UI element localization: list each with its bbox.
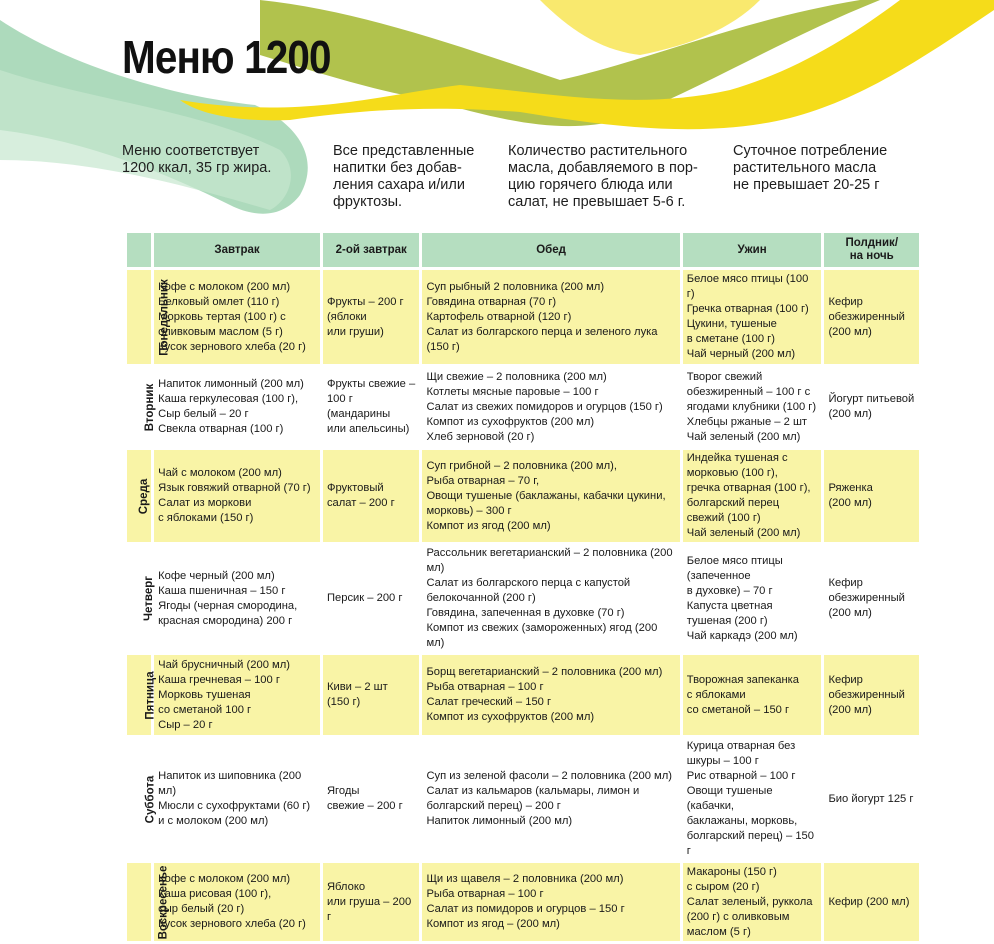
breakfast-cell: Напиток лимонный (200 мл) Каша геркулесовая (100 г), Сыр белый – 20 г Свекла отварная (100 г) bbox=[154, 367, 320, 447]
second-breakfast-cell: Фрукты свежие – 100 г (мандарины или апельсины) bbox=[323, 367, 419, 447]
header-lunch: Обед bbox=[422, 233, 679, 267]
second-breakfast-cell: Фруктовый салат – 200 г bbox=[323, 450, 419, 542]
lunch-cell: Щи свежие – 2 половника (200 мл) Котлеты мясные паровые – 100 г Салат из свежих помидоров и огурцов (150 г) Компот из сухофруктов (200 мл) Хлеб зерновой (20 г) bbox=[422, 367, 679, 447]
snack-cell: Кефир обезжиренный (200 мл) bbox=[824, 655, 919, 735]
table-row-wednesday bbox=[127, 450, 919, 542]
page-title: Меню 1200 bbox=[122, 31, 331, 83]
intro-calories: Меню соответствует 1200 ккал, 35 гр жира. bbox=[122, 143, 272, 176]
menu-table bbox=[124, 230, 922, 944]
dinner-cell: Индейка тушеная с морковью (100 г), гречка отварная (100 г), болгарский перец свежий (100 г) Чай зеленый (200 мл) bbox=[683, 450, 822, 542]
table-row-monday bbox=[127, 270, 919, 364]
header-breakfast: Завтрак bbox=[154, 233, 320, 267]
day-label: Понедельник bbox=[158, 278, 171, 356]
lunch-cell: Рассольник вегетарианский – 2 половника (200 мл) Салат из болгарского перца с капустой белокочанной (200 г) Говядина, запеченная в духовке (70 г) Компот из свежих (замороженных) ягод (200 мл) bbox=[422, 545, 679, 652]
header-second-breakfast: 2-ой завтрак bbox=[323, 233, 419, 267]
dinner-cell: Белое мясо птицы (100 г) Гречка отварная (100 г) Цукини, тушеные в сметане (100 г) Чай черный (200 мл) bbox=[683, 270, 822, 364]
breakfast-cell: Чай брусничный (200 мл) Каша гречневая – 100 г Морковь тушеная со сметаной 100 г Сыр – 20 г bbox=[154, 655, 320, 735]
second-breakfast-cell: Яблоко или груша – 200 г bbox=[323, 863, 419, 941]
dinner-cell: Белое мясо птицы (запеченное в духовке) – 70 г Капуста цветная тушеная (200 г) Чай каркадэ (200 мл) bbox=[683, 545, 822, 652]
breakfast-cell: Кофе черный (200 мл) Каша пшеничная – 150 г Ягоды (черная смородина, красная смородина) 200 г bbox=[154, 545, 320, 652]
snack-cell: Кефир обезжиренный (200 мл) bbox=[824, 545, 919, 652]
header-snack: Полдник/ на ночь bbox=[824, 233, 919, 267]
second-breakfast-cell: Ягоды свежие – 200 г bbox=[323, 738, 419, 860]
snack-cell: Йогурт питьевой (200 мл) bbox=[824, 367, 919, 447]
day-label: Суббота bbox=[144, 775, 157, 823]
day-cell bbox=[127, 450, 151, 542]
snack-cell: Био йогурт 125 г bbox=[824, 738, 919, 860]
lunch-cell: Борщ вегетарианский – 2 половника (200 мл) Рыба отварная – 100 г Салат греческий – 150 г Компот из сухофруктов (200 мл) bbox=[422, 655, 679, 735]
dinner-cell: Макароны (150 г) с сыром (20 г) Салат зеленый, руккола (200 г) с оливковым маслом (5 г) bbox=[683, 863, 822, 941]
intro-oil-daily: Суточное потребление растительного масла не превышает 20-25 г bbox=[733, 143, 888, 193]
table-row-tuesday bbox=[127, 367, 919, 447]
day-label: Воскресенье bbox=[157, 865, 170, 939]
day-cell bbox=[127, 738, 157, 860]
breakfast-cell: Кофе с молоком (200 мл) Каша рисовая (100 г), сыр белый (20 г) Кусок зернового хлеба (20 г) bbox=[154, 863, 320, 941]
second-breakfast-cell: Персик – 200 г bbox=[323, 545, 419, 652]
dinner-cell: Творожная запеканка с яблоками со сметаной – 150 г bbox=[683, 655, 822, 735]
intro-oil-portion: Количество растительного масла, добавляемого в пор- цию горячего блюда или салат, не превышает 5-6 г. bbox=[508, 143, 698, 210]
day-cell bbox=[127, 270, 171, 364]
second-breakfast-cell: Фрукты – 200 г (яблоки или груши) bbox=[323, 270, 419, 364]
lunch-cell: Суп рыбный 2 половника (200 мл) Говядина отварная (70 г) Картофель отварной (120 г) Салат из болгарского перца и зеленого лука (150 г) bbox=[422, 270, 679, 364]
day-label: Вторник bbox=[144, 383, 157, 431]
breakfast-cell: Напиток из шиповника (200 мл) Мюсли с сухофруктами (60 г) и с молоком (200 мл) bbox=[154, 738, 320, 860]
intro-drinks: Все представленные напитки без добав- ления сахара и/или фруктозы. bbox=[333, 143, 475, 210]
snack-cell: Кефир обезжиренный (200 мл) bbox=[824, 270, 919, 364]
day-label: Четверг bbox=[143, 575, 156, 622]
snack-cell: Кефир (200 мл) bbox=[824, 863, 919, 941]
day-label: Среда bbox=[138, 478, 151, 514]
header-corner bbox=[127, 233, 151, 267]
table-row-saturday bbox=[127, 738, 919, 860]
table-row-thursday bbox=[127, 545, 919, 652]
day-cell bbox=[127, 863, 170, 941]
dinner-cell: Курица отварная без шкуры – 100 г Рис отварной – 100 г Овощи тушеные (кабачки, баклажаны, морковь, болгарский перец) – 150 г bbox=[683, 738, 822, 860]
day-cell bbox=[127, 367, 157, 447]
header-dinner: Ужин bbox=[683, 233, 822, 267]
day-cell bbox=[127, 655, 157, 735]
dinner-cell: Творог свежий обезжиренный – 100 г с ягодами клубники (100 г) Хлебцы ржаные – 2 шт Чай зеленый (200 мл) bbox=[683, 367, 822, 447]
lunch-cell: Суп грибной – 2 половника (200 мл), Рыба отварная – 70 г, Овощи тушеные (баклажаны, кабачки цукини, морковь) – 300 г Компот из ягод (200 мл) bbox=[422, 450, 679, 542]
table-row-sunday bbox=[127, 863, 919, 941]
snack-cell: Ряженка (200 мл) bbox=[824, 450, 919, 542]
lunch-cell: Суп из зеленой фасоли – 2 половника (200 мл) Салат из кальмаров (кальмары, лимон и болгарский перец) – 200 г Напиток лимонный (200 мл) bbox=[422, 738, 679, 860]
day-cell bbox=[127, 545, 156, 652]
table-row-friday bbox=[127, 655, 919, 735]
breakfast-cell: Чай с молоком (200 мл) Язык говяжий отварной (70 г) Салат из моркови с яблоками (150 г) bbox=[154, 450, 320, 542]
breakfast-cell: Кофе с молоком (200 мл) Белковый омлет (110 г) Морковь тертая (100 г) с оливковым маслом (5 г) Кусок зернового хлеба (20 г) bbox=[154, 270, 320, 364]
lunch-cell: Щи из щавеля – 2 половника (200 мл) Рыба отварная – 100 г Салат из помидоров и огурцов – 150 г Компот из ягод – (200 мл) bbox=[422, 863, 679, 941]
table-header-row bbox=[127, 233, 919, 267]
day-label: Пятница bbox=[144, 670, 157, 720]
second-breakfast-cell: Киви – 2 шт (150 г) bbox=[323, 655, 419, 735]
